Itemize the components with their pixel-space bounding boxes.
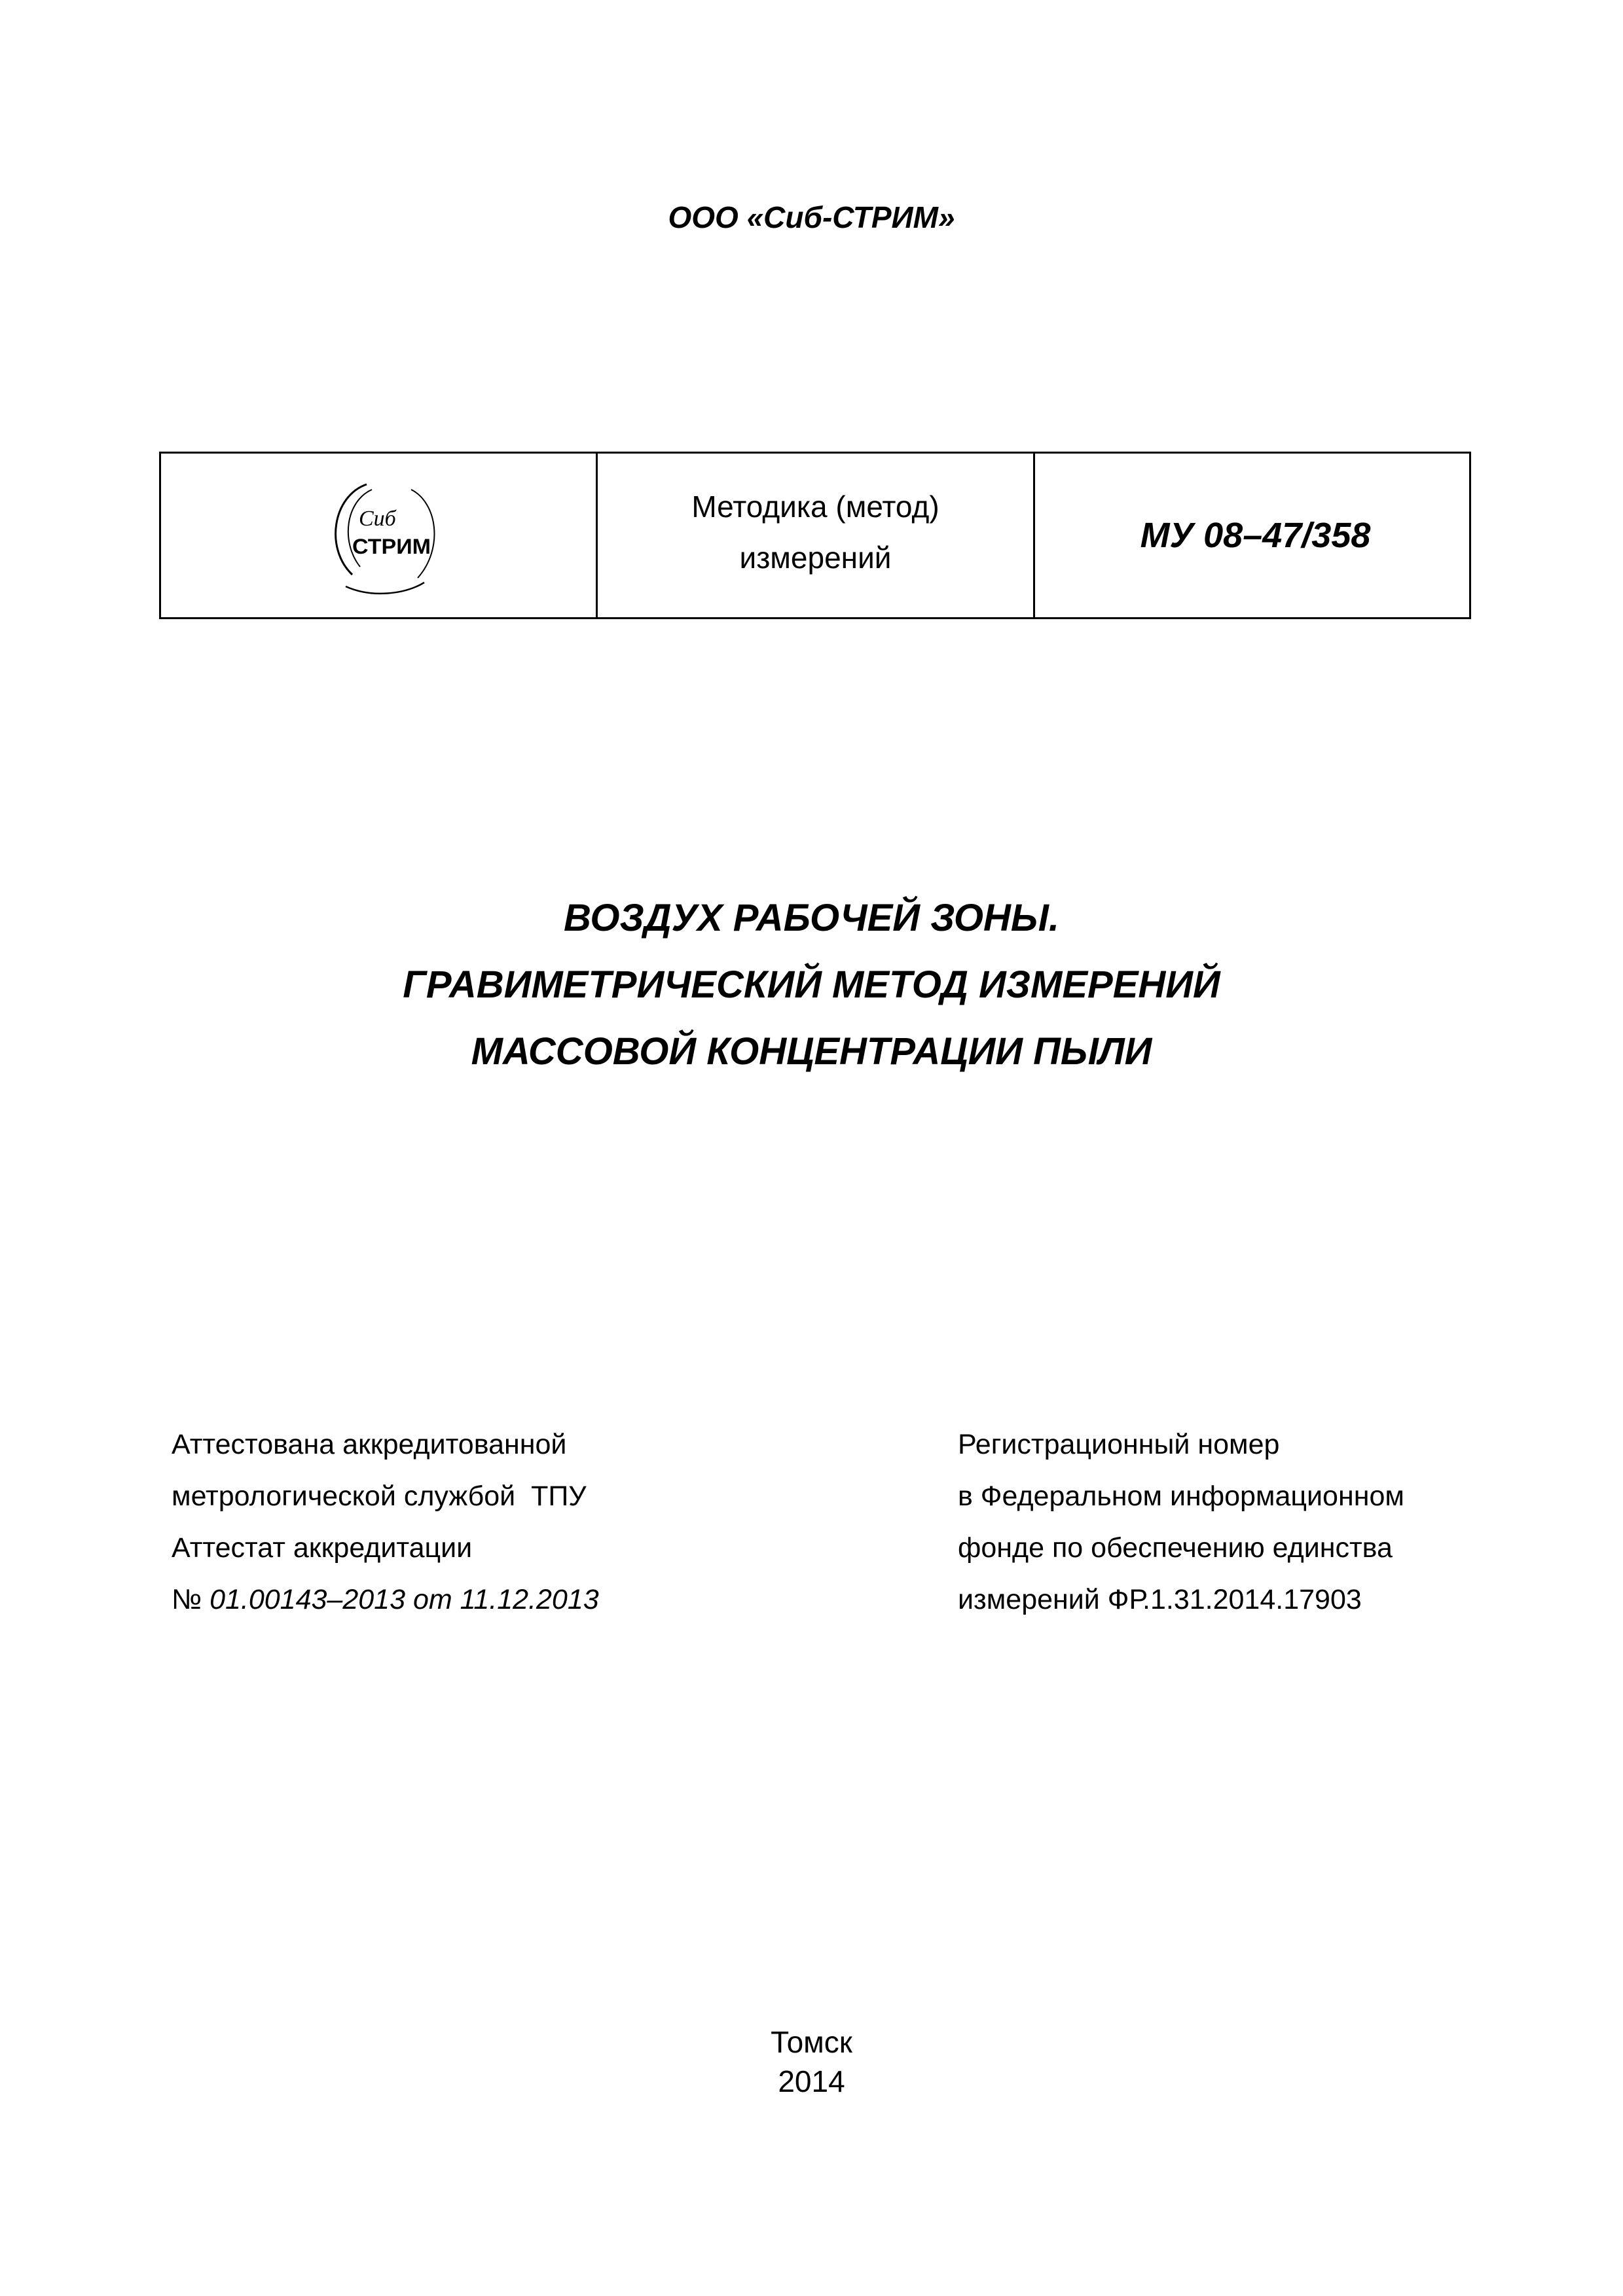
certificate-prefix: № [172,1584,210,1615]
document-code: МУ 08–47/358 [1140,516,1371,555]
title-line-2: ГРАВИМЕТРИЧЕСКИЙ МЕТОД ИЗМЕРЕНИЙ [403,963,1220,1006]
registration-line-1: Регистрационный номер [958,1429,1280,1460]
document-title [0,885,1623,1085]
organization-name: ООО «Сиб-СТРИМ» [668,200,955,234]
registration-line-2: в Федеральном информационном [958,1480,1404,1512]
title-line-1: ВОЗДУХ РАБОЧЕЙ ЗОНЫ. [563,897,1060,939]
certificate-value: 01.00143–2013 от 11.12.2013 [210,1584,599,1615]
attestation-line-1: Аттестована аккредитованной [172,1429,567,1460]
registration-line-3: фонде по обеспечению единства [958,1532,1393,1564]
title-line-3: МАССОВОЙ КОНЦЕНТРАЦИИ ПЫЛИ [471,1030,1152,1073]
attestation-line-2: метрологической службой ТПУ [172,1480,587,1512]
logo-text-top: Сиб [359,507,396,531]
footer-city: Томск [771,2025,852,2059]
logo-cell [161,454,598,617]
registration-block [958,1419,1404,1626]
logo-text-bottom: СТРИМ [352,535,431,558]
attestation-block [172,1419,599,1626]
footer-year: 2014 [778,2064,845,2098]
attestation-line-3: Аттестат аккредитации [172,1532,473,1564]
certificate-number [172,1574,599,1626]
method-label-line1: Методика (метод) [691,490,939,524]
header-table [159,452,1471,619]
method-label-line2: измерений [739,541,892,575]
registration-line-4: измерений ФР.1.31.2014.17903 [958,1584,1362,1615]
method-cell [598,454,1035,617]
footer [0,2022,1623,2101]
sib-strim-logo-icon [306,470,450,601]
